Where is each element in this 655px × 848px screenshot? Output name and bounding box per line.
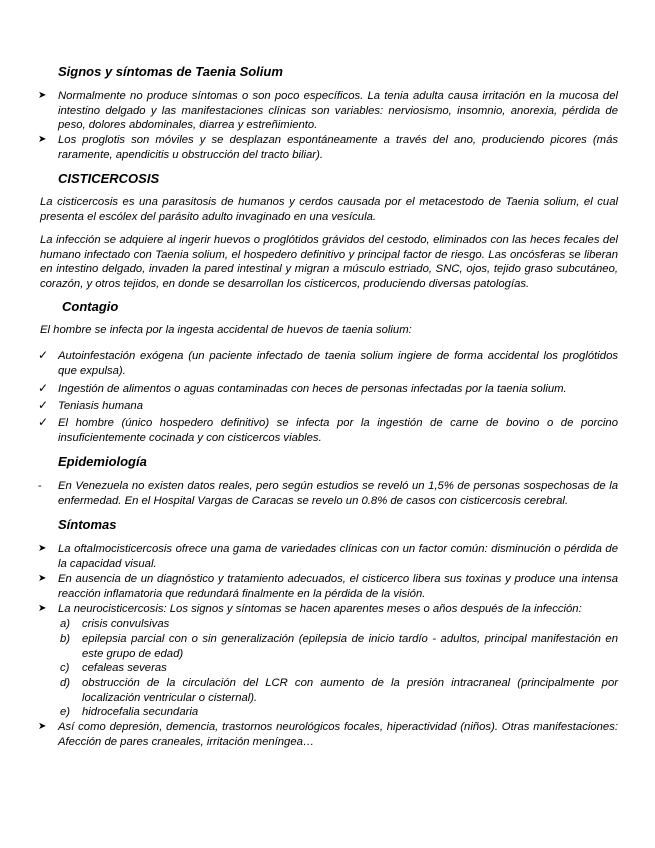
arrow-bullet-icon: ➤ [38,134,47,145]
check-bullet-icon: ✓ [38,348,49,362]
neuro-subitem-d: obstrucción de la circulación del LCR con aumento de la presión intracraneal (principalmente por localización ventricular o cisternal). [82,677,618,704]
cisticercosis-heading: CISTICERCOSIS [58,171,160,186]
sub-item-letter: c) [60,662,70,674]
arrow-bullet-icon: ➤ [38,721,47,732]
contagio-heading: Contagio [62,299,119,314]
neuro-subitem-a: crisis convulsivas [82,618,170,630]
contagio-item-1: Autoinfestación exógena (un paciente infectado de taenia solium ingiere de forma accidental los proglótidos que expulsa). [58,350,618,377]
sub-item-letter: d) [60,677,71,689]
cisticercosis-paragraph-1: La cisticercosis es una parasitosis de humanos y cerdos causada por el metacestodo de Taenia solium, el cual presenta el escólex del parásito adulto invaginado en una vesícula. [40,196,618,223]
epidemiologia-item-1: En Venezuela no existen datos reales, pero según estudios se reveló un 1,5% de personas sospechosas de la enfermedad. En el Hospital Vargas de Caracas se revelo un 0.8% de casos con cisticercosis cerebral. [58,480,618,507]
sub-item-letter: e) [60,706,71,718]
sub-item-letter: a) [60,618,71,630]
signos-item-1: Normalmente no produce síntomas o son poco específicos. La tenia adulta causa irritación en la mucosa del intestino delgado y las manifestaciones clínicas son variables: nerviosismo, insomnio, anorexia, pérdida de peso, dolores abdominales, diarrea y estreñimiento. [58,90,618,132]
arrow-bullet-icon: ➤ [38,573,47,584]
arrow-bullet-icon: ➤ [38,603,47,614]
contagio-item-3: Teniasis humana [58,400,143,412]
sintomas-final-item: Así como depresión, demencia, trastornos neurológicos focales, hiperactividad (niños). Otras manifestaciones: Afección de pares craneales, irritación meníngea… [58,721,618,748]
neuro-subitem-b: epilepsia parcial con o sin generalización (epilepsia de inicio tardío - adultos, principal manifestación en este grupo de edad) [82,633,618,660]
signos-heading: Signos y síntomas de Taenia Solium [58,64,283,79]
arrow-bullet-icon: ➤ [38,543,47,554]
check-bullet-icon: ✓ [38,398,49,412]
check-bullet-icon: ✓ [38,381,49,395]
contagio-intro: El hombre se infecta por la ingesta accidental de huevos de taenia solium: [40,324,412,336]
neuro-subitem-c: cefaleas severas [82,662,167,674]
contagio-item-2: Ingestión de alimentos o aguas contaminadas con heces de personas infectadas por la taenia solium. [58,383,567,395]
sintomas-item-3: La neurocisticercosis: Los signos y síntomas se hacen aparentes meses o años después de la infección: [58,603,582,615]
sintomas-heading: Síntomas [58,517,117,532]
sintomas-item-2: En ausencia de un diagnóstico y tratamiento adecuados, el cisticerco libera sus toxinas y produce una intensa reacción inflamatoria que redundará finalmente en la pérdida de la visión. [58,573,618,600]
contagio-item-4: El hombre (único hospedero definitivo) se infecta por la ingestión de carne de bovino o de porcino insuficientemente cocinada y con cisticercos viables. [58,417,618,444]
check-bullet-icon: ✓ [38,415,49,429]
arrow-bullet-icon: ➤ [38,90,47,101]
sub-item-letter: b) [60,633,71,645]
cisticercosis-paragraph-2: La infección se adquiere al ingerir huevos o proglótidos grávidos del cestodo, eliminados con las heces fecales del humano infectado con Taenia solium, el hospedero definitivo y principal factor de riesgo. Las oncósferas se liberan en intestino delgado, invaden la pared intestinal y migran a músculo estriado, SNC, ojos, tejido graso subcutáneo, corazón, y otros tejidos, en donde se desarrollan los cisticercos, produciendo diversas patologías. [40,234,618,290]
signos-item-2: Los proglotis son móviles y se desplazan espontáneamente a través del ano, produciendo picores (más raramente, apendicitis u obstrucción del tracto biliar). [58,134,618,161]
dash-bullet-icon: - [38,480,42,492]
sintomas-item-1: La oftalmocisticercosis ofrece una gama de variedades clínicas con un factor común: disminución o pérdida de la capacidad visual. [58,543,618,570]
epidemiologia-heading: Epidemiología [58,454,147,469]
neuro-subitem-e: hidrocefalia secundaria [82,706,199,718]
